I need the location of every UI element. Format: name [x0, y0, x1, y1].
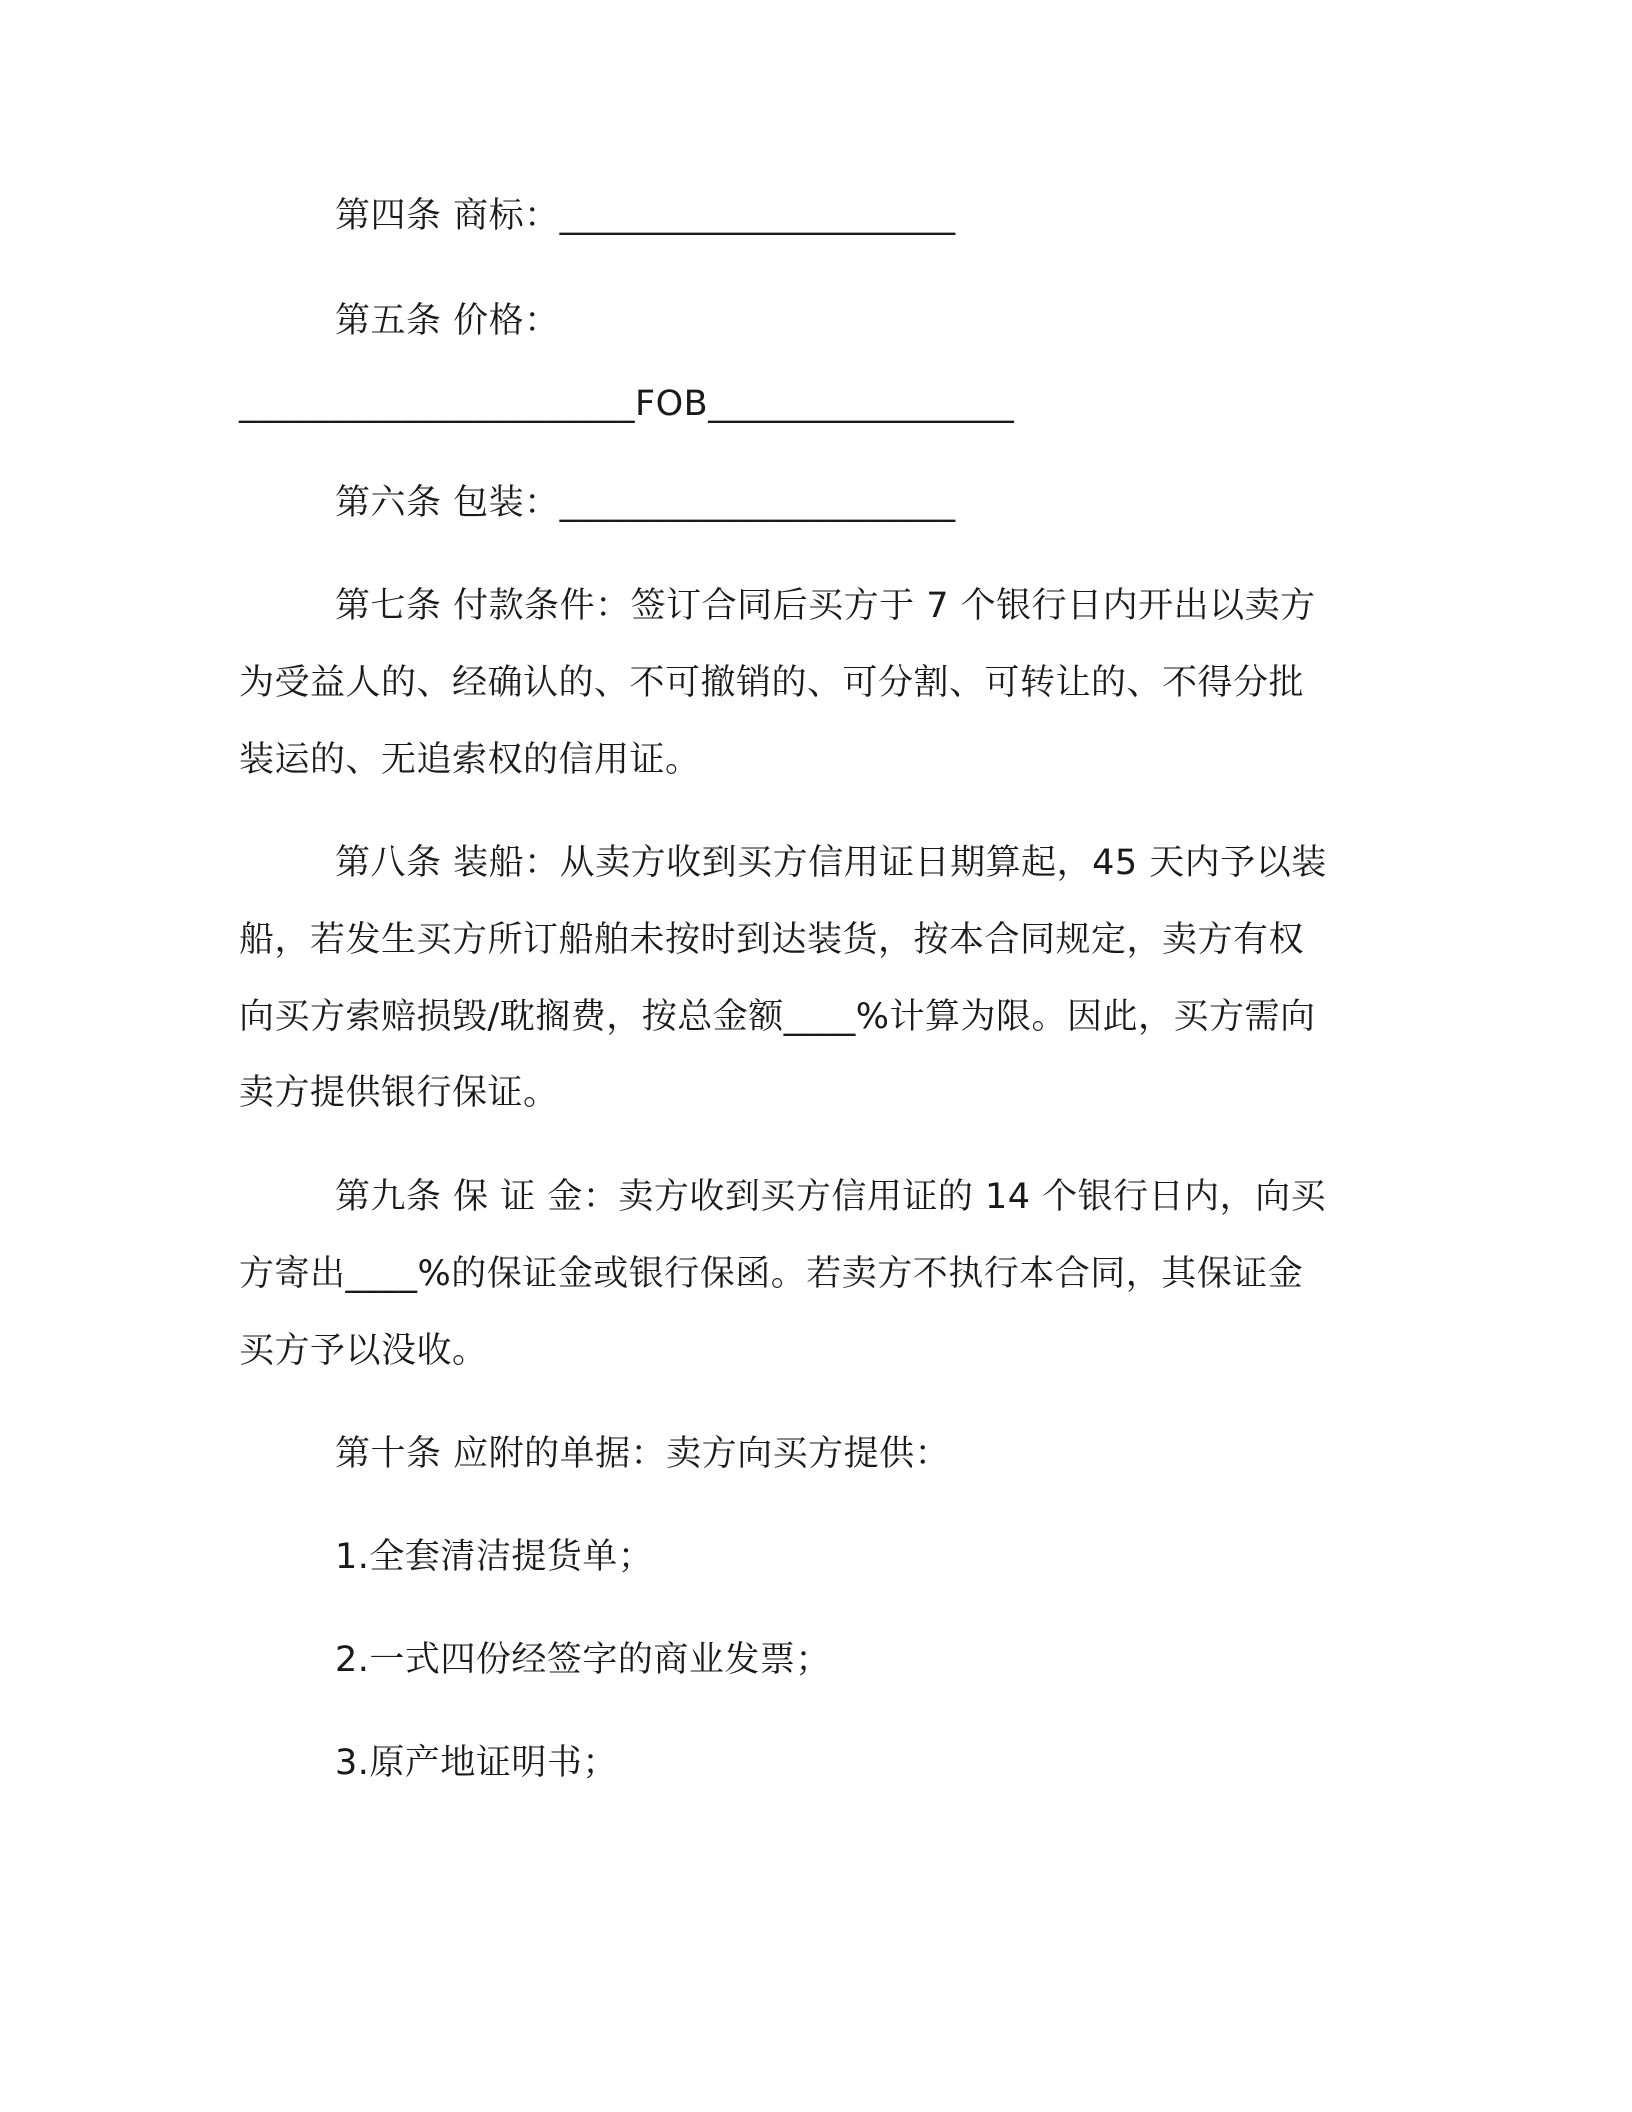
article-9-line-2: 方寄出____%的保证金或银行保函。若卖方不执行本合同，其保证金: [239, 1254, 1304, 1294]
article-8-line-4: 卖方提供银行保证。: [239, 1073, 559, 1113]
article-8-line-3: 向买方索赔损毁/耽搁费，按总金额____%计算为限。因此，买方需向: [239, 997, 1316, 1037]
document-item-2: 2.一式四份经签字的商业发票；: [335, 1640, 831, 1680]
article-8-line-1: 第八条 装船：从卖方收到买方信用证日期算起，45 天内予以装: [335, 843, 1327, 883]
article-7-line-2: 为受益人的、经确认的、不可撤销的、可分割、可转让的、不得分批: [239, 663, 1305, 703]
article-4-trademark: 第四条 商标：______________________: [335, 196, 956, 236]
article-5-price-heading: 第五条 价格：: [335, 301, 560, 341]
article-7-line-1: 第七条 付款条件：签订合同后买方于 7 个银行日内开出以卖方: [335, 586, 1316, 626]
article-9-line-3: 买方予以没收。: [239, 1331, 488, 1371]
article-6-packaging: 第六条 包装：______________________: [335, 483, 956, 523]
article-7-line-3: 装运的、无追索权的信用证。: [239, 740, 701, 780]
article-5-price-fob-line: ______________________FOB_________________: [239, 384, 1015, 424]
article-9-line-1: 第九条 保 证 金：卖方收到买方信用证的 14 个银行日内，向买: [335, 1177, 1327, 1217]
article-10-heading: 第十条 应附的单据：卖方向买方提供：: [335, 1434, 951, 1474]
document-item-1: 1.全套清洁提货单；: [335, 1537, 654, 1577]
document-item-3: 3.原产地证明书；: [335, 1743, 618, 1783]
article-8-line-2: 船，若发生买方所订船舶未按时到达装货，按本合同规定，卖方有权: [239, 920, 1305, 960]
